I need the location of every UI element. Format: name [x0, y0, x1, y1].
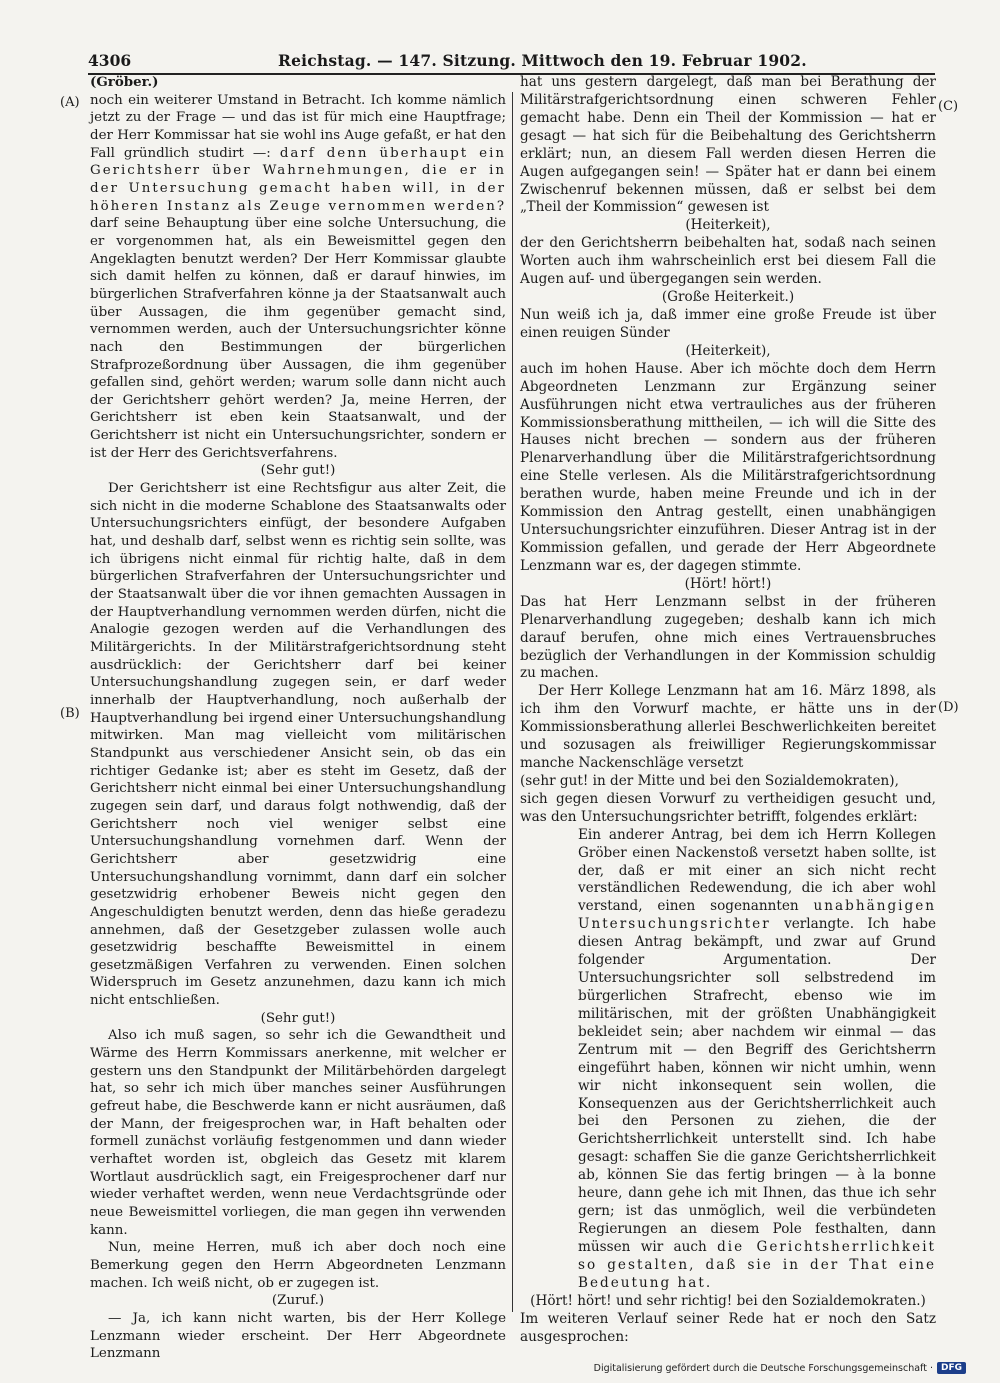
margin-mark-d: (D) [938, 700, 959, 715]
paragraph: Also ich muß sagen, so sehr ich die Gewandtheit und Wärme des Herrn Kommissars anerkenne, mit welcher er gestern uns den Standpunkt der Militärbehörden dargelegt hat, so sehr ich mich über manches seiner Ausführungen gefreut habe, die Beschwerde kann er nicht ausräumen, daß der Mann, der freigesprochen war, in Haft behalten oder formell zunächst vorläufig festgenommen und dann wieder verhaftet worden ist, obgleich das Gesetz mit klarem Wortlaut ausdrücklich sagt, ein Freigesprochener darf nur wieder verhaftet werden, wenn neue Verdachtsgründe oder neue Beweismittel vorliegen, die man gegen ihn verwenden kann. [90, 1028, 506, 1238]
interjection: (Zuruf.) [271, 1293, 325, 1309]
interjection: (Hört! hört!) [684, 575, 772, 592]
interjection: (Hört! hört! und sehr richtig! bei den Sozialdemokraten.) [530, 1292, 926, 1309]
interjection: (Große Heiterkeit.) [661, 289, 795, 306]
interjection: (Heiterkeit), [685, 217, 771, 234]
spaced-emphasis: unabhängigen Untersuchungsrichter [578, 898, 936, 933]
running-head-title: Reichstag. — 147. Sitzung. Mittwoch den 19. Februar 1902. [278, 51, 807, 70]
paragraph: noch ein weiterer Umstand in Betracht. Ich komme nämlich jetzt zu der Frage — und das ist für mich eine Hauptfrage; der Herr Kommissar hat sie wohl ins Auge gefaßt, er hat den Fall gründlich studirt —: darf denn überhaupt ein Gerichtsherr über Wahrnehmungen, die er in der Untersuchung gemacht haben will, in der höheren Instanz als Zeuge vernommen werden? darf seine Behauptung über eine solche Untersuchung, die er vorgenommen hat, als ein Beweismittel gegen den Angeklagten benutzt werden? Der Herr Kommissar glaubte sich damit helfen zu können, daß er darauf hinwies, im bürgerlichen Strafverfahren könne ja der Staatsanwalt auch über Aussagen, die ihm gegenüber gemacht sind, vernommen werden, auch der Untersuchungsrichter könne nach den Bestimmungen der bürgerlichen Strafprozeßordnung über Aussagen, die ihm gegenüber gefallen sind, gehört werden; warum solle dann nicht auch der Gerichtsherr gehört werden? Ja, meine Herren, der Gerichtsherr ist eben kein Staatsanwalt, und der Gerichtsherr ist nicht ein Untersuchungsrichter, sondern er ist der Herr des Gerichtsverfahrens. [90, 92, 506, 461]
dfg-logo: DFG [937, 1362, 966, 1374]
margin-mark-c: (C) [938, 99, 959, 114]
margin-mark-a: (A) [60, 95, 80, 110]
spaced-emphasis: darf denn überhaupt ein Gerichtsherr über Wahrnehmungen, die er in der Untersuchung gemacht haben will, in der höheren Instanz als Zeuge vernommen werden? [90, 145, 506, 214]
column-divider [512, 92, 513, 1312]
paragraph: Der Herr Kollege Lenzmann hat am 16. März 1898, als ich ihm den Vorwurf machte, er hätte uns in der Kommissionsberathung allerlei Beschwerlichkeiten bereitet und sozusagen als freiwilliger Regierungskommissar manche Nackenschläge versetzt [520, 683, 936, 772]
margin-mark-b: (B) [60, 706, 80, 721]
paragraph: Das hat Herr Lenzmann selbst in der früheren Plenarverhandlung zugegeben; deshalb kann ich mich darauf berufen, ohne mich eines Vertrauensbruches bezüglich der Verhandlungen in der Kommission schuldig zu machen. [520, 593, 936, 682]
footer-text: Digitalisierung gefördert durch die Deutsche Forschungsgemeinschaft · [593, 1362, 933, 1374]
paragraph: — Ja, ich kann nicht warten, bis der Herr Kollege Lenzmann wieder erscheint. Der Herr Abgeordnete Lenzmann [90, 1310, 506, 1362]
paragraph: Der Gerichtsherr ist eine Rechtsfigur aus alter Zeit, die sich nicht in die moderne Schablone des Staatsanwalts oder Untersuchungsrichters einfügt, der besondere Aufgaben hat, und deshalb darf, selbst wenn es richtig sein sollte, was ich übrigens nicht einmal für richtig halte, daß in dem bürgerlichen Strafverfahren der Untersuchungsrichter und der Staatsanwalt über die vor ihnen gemachten Aussagen in der Hauptverhandlung vernommen werden dürfen, nicht die Analogie gezogen werden auf die Verhandlungen des Militärgerichts. In der Militärstrafgerichtsordnung steht ausdrücklich: der Gerichtsherr darf bei keiner Untersuchungshandlung zugegen sein, er darf weder innerhalb der Hauptverhandlung, noch außerhalb der Hauptverhandlung bei irgend einer Untersuchungshandlung mitwirken. Man mag vielleicht vom militärischen Standpunkt aus verschiedener Ansicht sein, ob das ein richtiger Gedanke ist; aber es steht im Gesetz, daß der Gerichtsherr nicht einmal bei einer Untersuchungshandlung zugegen sein darf, und daraus folgt nothwendig, daß der Gerichtsherr noch viel weniger selbst eine Untersuchungshandlung vornehmen darf. Wenn der Gerichtsherr aber gesetzwidrig eine Untersuchungshandlung vornimmt, dann darf ein solcher gesetzwidrig erhobener Beweis nicht gegen den Angeschuldigten benutzt werden, denn das hieße geradezu annehmen, daß der Gesetzgeber zulassen wolle auch gesetzwidrig beschaffte Beweismittel in einem gesetzmäßigen Verfahren zu verwenden. Einen solchen Widerspruch im Gesetz anzunehmen, dazu kann ich mich nicht entschließen. [90, 481, 506, 1009]
interjection: (sehr gut! in der Mitte und bei den Sozialdemokraten), [520, 772, 899, 789]
paragraph: hat uns gestern dargelegt, daß man bei Berathung der Militärstrafgerichtsordnung einen schweren Fehler gemacht habe. Denn ein Theil der Kommission — hat er gesagt — hat sich für die Beibehaltung des Gerichtsherrn erklärt; nun, an diesem Fall werden diesen Herren die Augen aufgegangen sein! — Später hat er dann bei einem Zwischenruf bekennen müssen, daß er selbst bei dem „Theil der Kommission“ gewesen ist [520, 74, 936, 216]
right-column [520, 74, 936, 1346]
page-number: 4306 [88, 51, 132, 70]
interjection: (Sehr gut!) [260, 1010, 336, 1026]
interjection: (Sehr gut!) [260, 463, 336, 479]
paragraph: sich gegen diesen Vorwurf zu vertheidigen gesucht und, was den Untersuchungsrichter betrifft, folgendes erklärt: [520, 790, 936, 825]
spaced-emphasis: die Gerichtsherrlichkeit so gestalten, daß sie in der That eine Bedeutung hat. [578, 1238, 936, 1291]
left-column [90, 74, 506, 1363]
speaker-label: (Gröber.) [90, 74, 159, 90]
paragraph: Nun weiß ich ja, daß immer eine große Freude ist über einen reuigen Sünder [520, 306, 936, 341]
paragraph: Nun, meine Herren, muß ich aber doch noch eine Bemerkung gegen den Herrn Abgeordneten Lenzmann machen. Ich weiß nicht, ob er zugegen ist. [90, 1240, 506, 1291]
interjection: (Heiterkeit), [685, 342, 771, 359]
block-quote: Ein anderer Antrag, bei dem ich Herrn Kollegen Gröber einen Nackenstoß versetzt haben sollte, ist der, daß er mit einer an sich nicht recht verständlichen Redewendung, die ich aber wohl verstand, einen sogenannten unabhängigen Untersuchungsrichter verlangte. Ich habe diesen Antrag bekämpft, und zwar auf Grund folgender Argumentation. Der Untersuchungsrichter soll selbstredend im bürgerlichen Strafrecht, ebenso wie im militärischen, mit der größten Unabhängigkeit bekleidet sein; aber nachdem wir einmal — das Zentrum mit — den Begriff des Gerichtsherrn eingeführt haben, können wir nicht umhin, wenn wir nicht inkonsequent sein wollen, die Konsequenzen aus der Gerichtsherrlichkeit auch bei den Personen zu ziehen, die der Gerichtsherrlichkeit unterstellt sind. Ich habe gesagt: schaffen Sie die ganze Gerichtsherrlichkeit ab, können Sie das fertig bringen — à la bonne heure, dann gehe ich mit Ihnen, das thue ich sehr gern; ist das unmöglich, weil die verbündeten Regierungen an diesem Pole festhalten, dann müssen wir auch die Gerichtsherrlichkeit so gestalten, daß sie in der That eine Bedeutung hat. [578, 826, 936, 1291]
running-header [88, 51, 933, 73]
paragraph: auch im hohen Hause. Aber ich möchte doch dem Herrn Abgeordneten Lenzmann zur Ergänzung seiner Ausführungen nicht etwa vertrauliches aus der früheren Kommissionsberathung mittheilen, — ich will die Sitte des Hauses nicht brechen — sondern aus der früheren Plenarverhandlung über die Militärstrafgerichtsordnung eine Stelle verlesen. Als die Militärstrafgerichtsordnung berathen wurde, haben meine Freunde und ich in der Kommission den Antrag gestellt, einen unabhängigen Untersuchungsrichter einzuführen. Dieser Antrag ist in der Kommission gefallen, und gerade der Herr Abgeordnete Lenzmann war es, der dagegen stimmte. [520, 360, 936, 574]
paragraph: Im weiteren Verlauf seiner Rede hat er noch den Satz ausgesprochen: [520, 1310, 936, 1345]
footer-credit [594, 1362, 966, 1374]
paragraph: der den Gerichtsherrn beibehalten hat, sodaß nach seinen Worten auch ihm wahrscheinlich erst bei diesem Fall die Augen auf- und übergegangen sein werden. [520, 235, 936, 288]
